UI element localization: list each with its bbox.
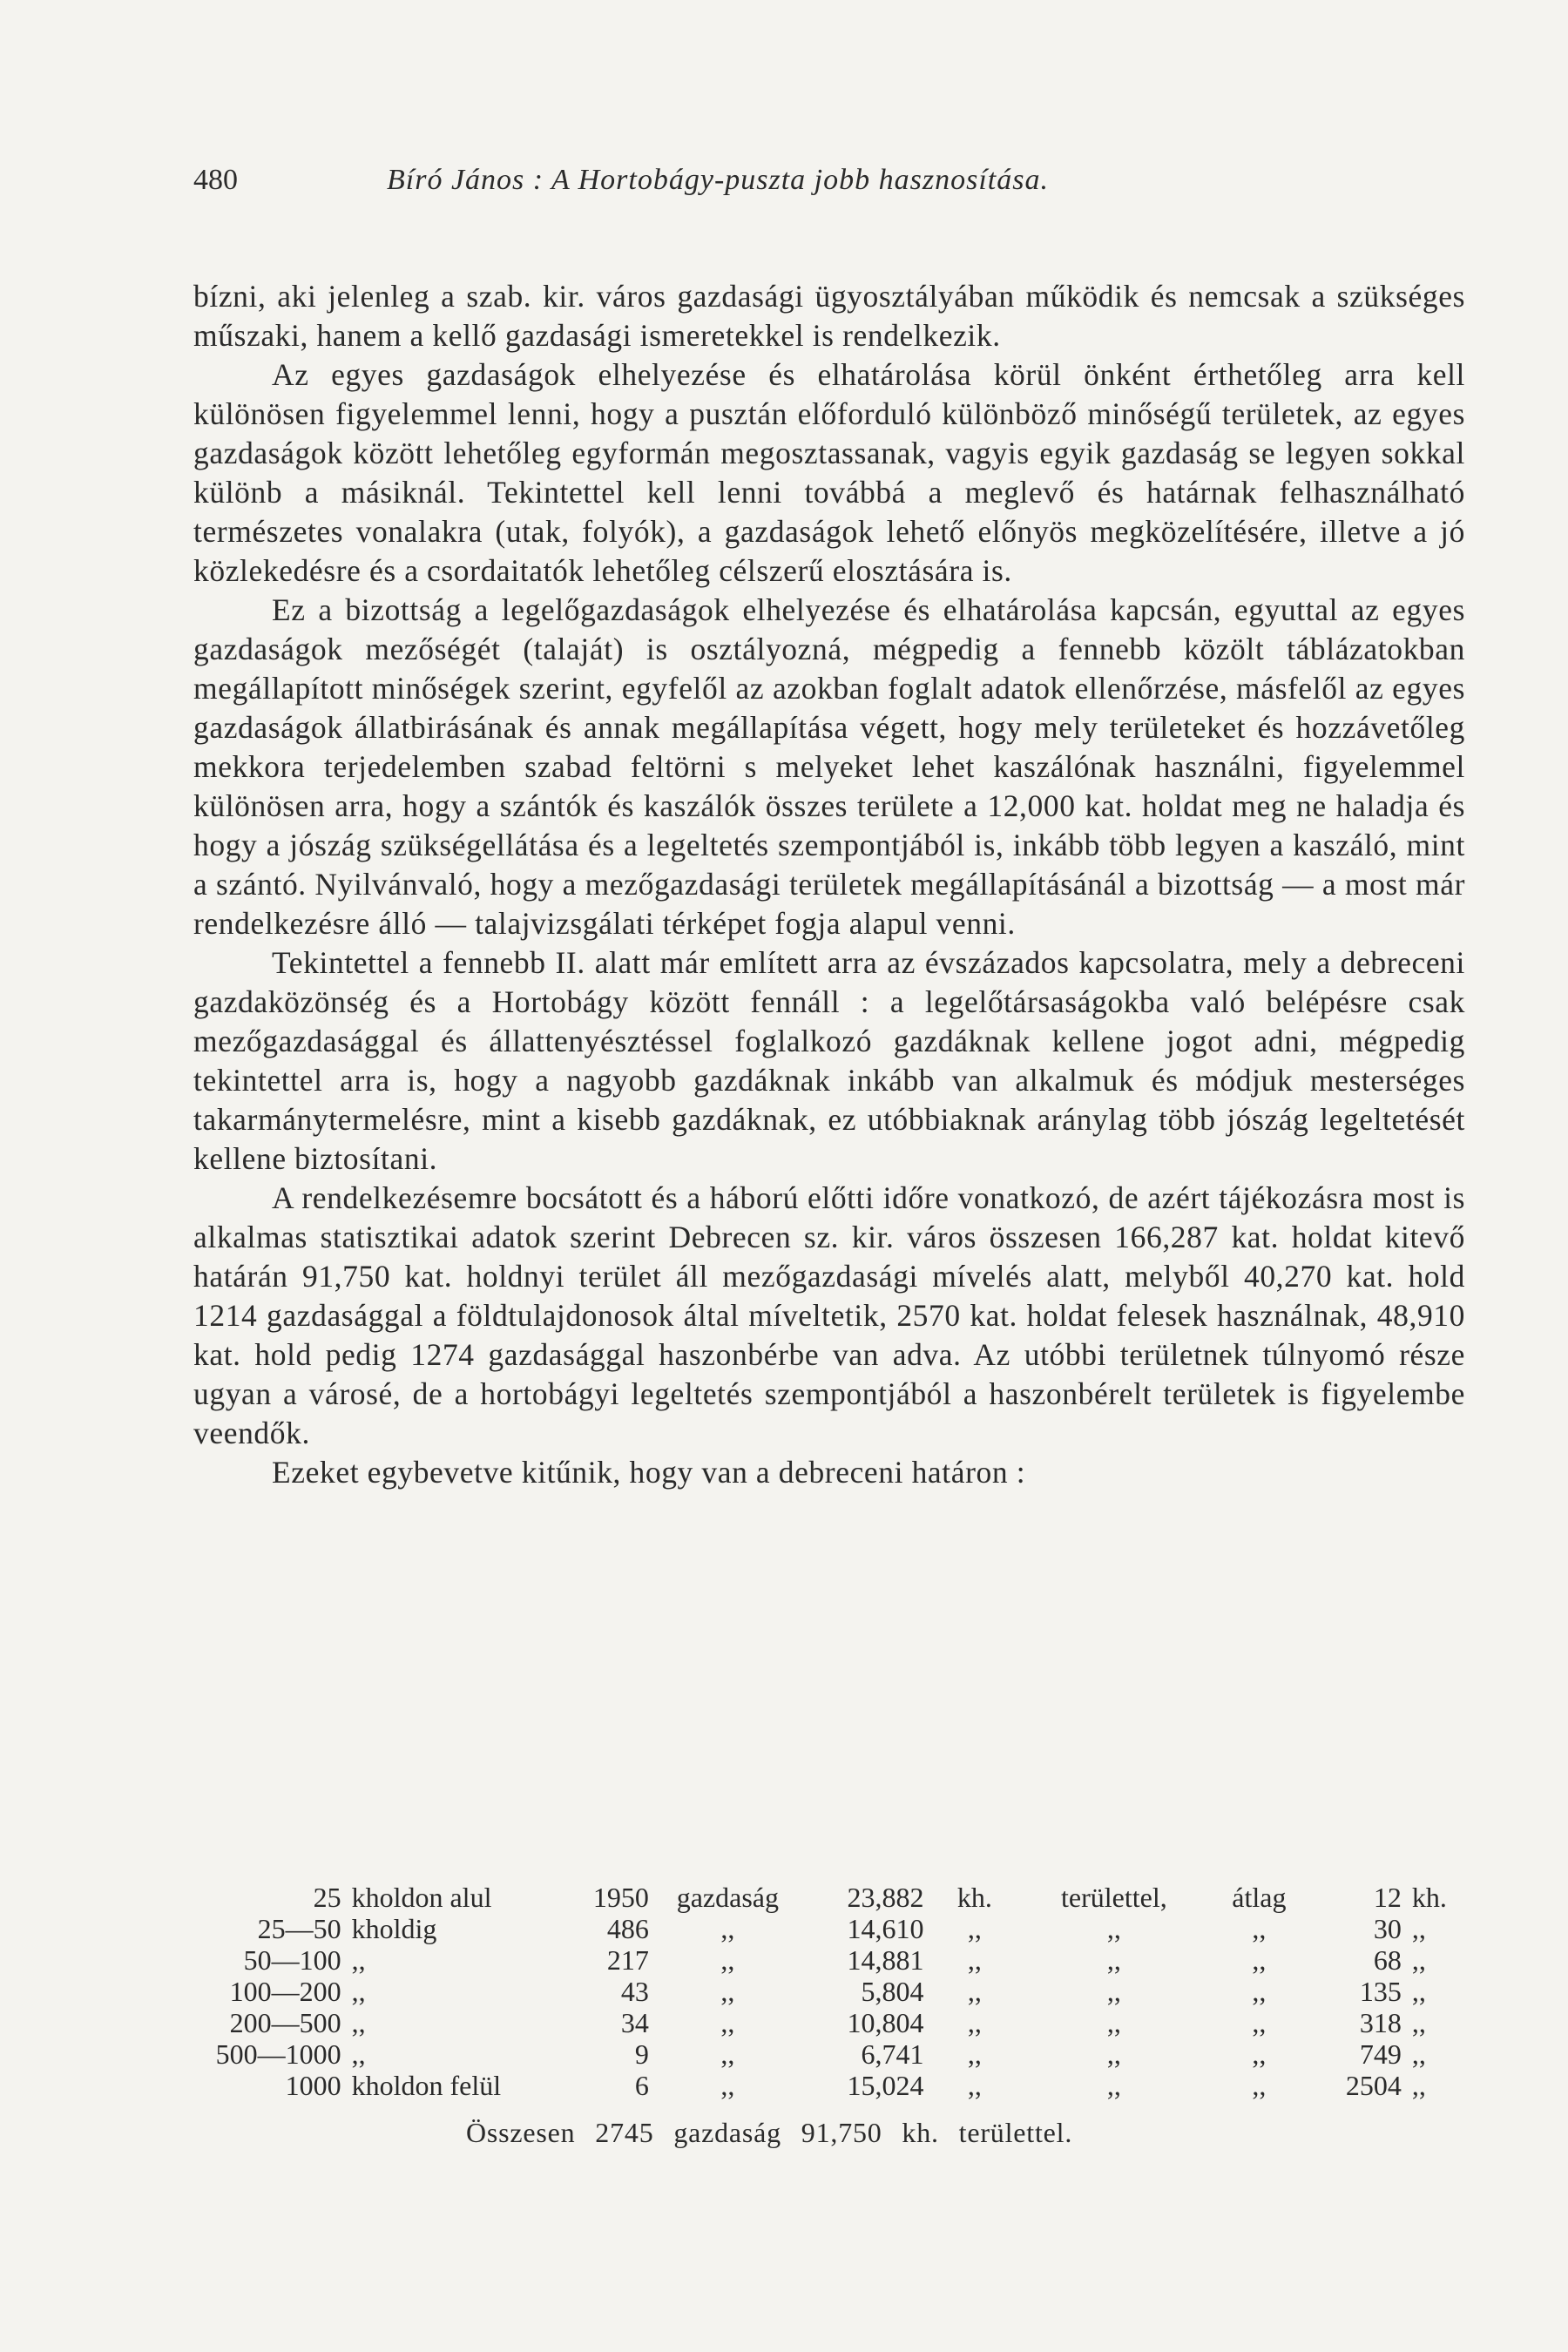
table-cell-farms-word: ,, <box>720 2038 735 2070</box>
table-cell-area: 14,881 <box>847 1944 924 1976</box>
table-cell-area: 6,741 <box>861 2038 924 2070</box>
table-cell-farms: 6 <box>634 2070 649 2101</box>
table-cell-farms: 1950 <box>592 1882 649 1913</box>
table-cell-terr: ,, <box>1106 2038 1121 2070</box>
table-cell-avg: 2504 <box>1345 2070 1402 2101</box>
paragraph: bízni, aki jelenleg a szab. kir. város gazdasági ügyosztályában működik és nemcsak a szükséges műszaki, hanem a kellő gazdasági ismeretekkel is rendelkezik. <box>193 279 1465 353</box>
table-row <box>193 1944 1465 1976</box>
table-cell-area-word: ,, <box>967 1913 982 1944</box>
table-row <box>193 2038 1465 2070</box>
total-area-word: kh. <box>902 2117 939 2148</box>
table-cell-avg-word: ,, <box>1252 1976 1267 2007</box>
table-cell-unit: kholdig <box>351 1913 437 1944</box>
table-cell-farms-word: gazdaság <box>676 1882 779 1913</box>
table-cell-avg-word: ,, <box>1252 2070 1267 2101</box>
table-cell-avg: 749 <box>1359 2038 1402 2070</box>
paragraph: Ez a bizottság a legelőgazdaságok elhelyezése és elhatárolása kapcsán, egyuttal az egyes gazdaságok mezőségét (talaját) is osztályozná, mégpedig a fennebb közölt táblázatokban megállapított minőségek szerint, egyfelől az azokban foglalt adatok ellenőrzése, másfelől az egyes gazdaságok állatbirásának és annak megállapítása végett, hogy mely területeket és hozzávetőleg mekkora terjedelemben szabad feltörni s melyeket lehet kaszálónak használni, figyelemmel különösen arra, hogy a szántók és kaszálók összes területe a 12,000 kat. holdat meg ne haladja és hogy a jószág szükségellátása és a legeltetés szempontjából is, inkább több legyen a kaszáló, mint a szántó. Nyilvánvaló, hogy a mezőgazdasági területek megállapításánál a bizottság — a most már rendelkezésre álló — talajvizsgálati térképet fogja alapul venni. <box>193 592 1465 941</box>
total-terr: területtel. <box>958 2117 1073 2148</box>
total-area: 91,750 <box>801 2117 882 2148</box>
table-cell-farms-word: ,, <box>720 2007 735 2038</box>
table-cell-avg-word: ,, <box>1252 1913 1267 1944</box>
table-cell-area: 23,882 <box>847 1882 924 1913</box>
table-cell-avg-unit: ,, <box>1411 2007 1426 2038</box>
paragraph: A rendelkezésemre bocsátott és a háború előtti időre vonatkozó, de azért tájékozásra most is alkalmas statisztikai adatok szerint Debrecen sz. kir. város összesen 166,287 kat. holdat kitevő határán 91,750 kat. holdnyi terület áll mezőgazdasági mívelés alatt, melyből 40,270 kat. hold 1214 gazdasággal a földtulajdonosok által míveltetik, 2570 kat. holdat felesek használnak, 48,910 kat. hold pedig 1274 gazdasággal haszonbérbe van adva. Az utóbbi területnek túlnyomó része ugyan a városé, de a hortobágyi legeltetés szempontjából a haszonbérelt területek is figyelembe veendők. <box>193 1180 1465 1450</box>
table-cell-range: 500—1000 <box>215 2038 341 2070</box>
table-cell-avg-word: ,, <box>1252 2038 1267 2070</box>
paragraph: Az egyes gazdaságok elhelyezése és elhatárolása körül önként érthetőleg arra kell különösen figyelemmel lenni, hogy a pusztán előforduló különböző minőségű területek, az egyes gazdaságok között lehetőleg egyformán megosztassanak, vagyis egyik gazdaság se legyen sokkal különb a másiknál. Tekintettel kell lenni továbbá a meglevő és határnak felhasználható természetes vonalakra (utak, folyók), a gazdaságok lehető előnyös megközelítésére, illetve a jó közlekedésre és a csordaitatók lehetőleg célszerű elosztására is. <box>193 357 1465 588</box>
table-cell-avg: 30 <box>1373 1913 1402 1944</box>
table-cell-farms-word: ,, <box>720 1944 735 1976</box>
table-cell-terr: területtel, <box>1061 1882 1167 1913</box>
table-cell-range: 25—50 <box>257 1913 341 1944</box>
table-cell-area: 15,024 <box>847 2070 924 2101</box>
table-cell-range: 25 <box>313 1882 341 1913</box>
total-farms: 2745 <box>595 2117 654 2148</box>
total-label: Összesen <box>466 2117 576 2148</box>
table-cell-terr: ,, <box>1106 1976 1121 2007</box>
table-row <box>193 2070 1465 2101</box>
table-cell-farms: 34 <box>620 2007 649 2038</box>
table-cell-avg: 318 <box>1359 2007 1402 2038</box>
table-cell-area-word: ,, <box>967 2007 982 2038</box>
table-cell-terr: ,, <box>1106 1913 1121 1944</box>
table-cell-area: 14,610 <box>847 1913 924 1944</box>
table-cell-farms-word: ,, <box>720 2070 735 2101</box>
table-cell-avg-word: ,, <box>1252 1944 1267 1976</box>
table-cell-area: 10,804 <box>847 2007 924 2038</box>
table-cell-avg-word: átlag <box>1232 1882 1287 1913</box>
table-cell-unit: kholdon felül <box>351 2070 502 2101</box>
total-farms-word: gazdaság <box>673 2117 781 2148</box>
paragraph: Ezeket egybevetve kitűnik, hogy van a debreceni határon : <box>272 1455 1026 1490</box>
table-cell-area-word: ,, <box>967 1944 982 1976</box>
table-cell-terr: ,, <box>1106 1944 1121 1976</box>
table-cell-avg-unit: ,, <box>1411 1944 1426 1976</box>
table-cell-farms: 43 <box>620 1976 649 2007</box>
table-cell-avg-unit: ,, <box>1411 2038 1426 2070</box>
table-row <box>193 1882 1465 1913</box>
table-cell-unit: ,, <box>351 1976 366 2007</box>
table-total-row <box>466 2117 1085 2149</box>
table-cell-farms: 217 <box>606 1944 649 1976</box>
body-text <box>193 277 1465 1492</box>
table-cell-area-word: ,, <box>967 2038 982 2070</box>
table-cell-terr: ,, <box>1106 2007 1121 2038</box>
table-cell-range: 50—100 <box>243 1944 341 1976</box>
table-cell-farms: 486 <box>606 1913 649 1944</box>
table-cell-avg-unit: ,, <box>1411 1913 1426 1944</box>
table-cell-area-word: ,, <box>967 2070 982 2101</box>
table-cell-area-word: kh. <box>956 1882 992 1913</box>
page-number: 480 <box>193 164 238 196</box>
table-cell-range: 1000 <box>285 2070 341 2101</box>
table-cell-avg-unit: ,, <box>1411 2070 1426 2101</box>
table-cell-avg: 12 <box>1373 1882 1402 1913</box>
table-cell-area-word: ,, <box>967 1976 982 2007</box>
table-cell-avg-unit: kh. <box>1411 1882 1447 1913</box>
table-cell-unit: kholdon alul <box>351 1882 492 1913</box>
table-row <box>193 1976 1465 2007</box>
paragraph: Tekintettel a fennebb II. alatt már említett arra az évszázados kapcsolatra, mely a debreceni gazdaközönség és a Hortobágy között fennáll : a legelőtársaságokba való belépésre csak mezőgazdasággal és állattenyésztéssel foglalkozó gazdáknak kellene jogot adni, mégpedig tekintettel arra is, hogy a nagyobb gazdáknak inkább van alkalmuk és módjuk mesterséges takarmánytermelésre, mint a kisebb gazdáknak, ez utóbbiaknak aránylag több jószág legeltetését kellene biztosítani. <box>193 945 1465 1176</box>
table-cell-unit: ,, <box>351 1944 366 1976</box>
farm-size-table <box>193 1882 1465 2101</box>
table-row <box>193 1913 1465 1944</box>
table-cell-farms: 9 <box>634 2038 649 2070</box>
table-cell-farms-word: ,, <box>720 1913 735 1944</box>
table-cell-avg: 135 <box>1359 1976 1402 2007</box>
table-cell-avg: 68 <box>1373 1944 1402 1976</box>
table-cell-range: 100—200 <box>229 1976 341 2007</box>
table-cell-avg-unit: ,, <box>1411 1976 1426 2007</box>
running-title: Bíró János : A Hortobágy-puszta jobb hasznosítása. <box>387 164 1049 196</box>
table-cell-area: 5,804 <box>861 1976 924 2007</box>
table-cell-avg-word: ,, <box>1252 2007 1267 2038</box>
table-cell-terr: ,, <box>1106 2070 1121 2101</box>
table-cell-farms-word: ,, <box>720 1976 735 2007</box>
table-cell-unit: ,, <box>351 2038 366 2070</box>
table-cell-range: 200—500 <box>229 2007 341 2038</box>
table-cell-unit: ,, <box>351 2007 366 2038</box>
table-row <box>193 2007 1465 2038</box>
